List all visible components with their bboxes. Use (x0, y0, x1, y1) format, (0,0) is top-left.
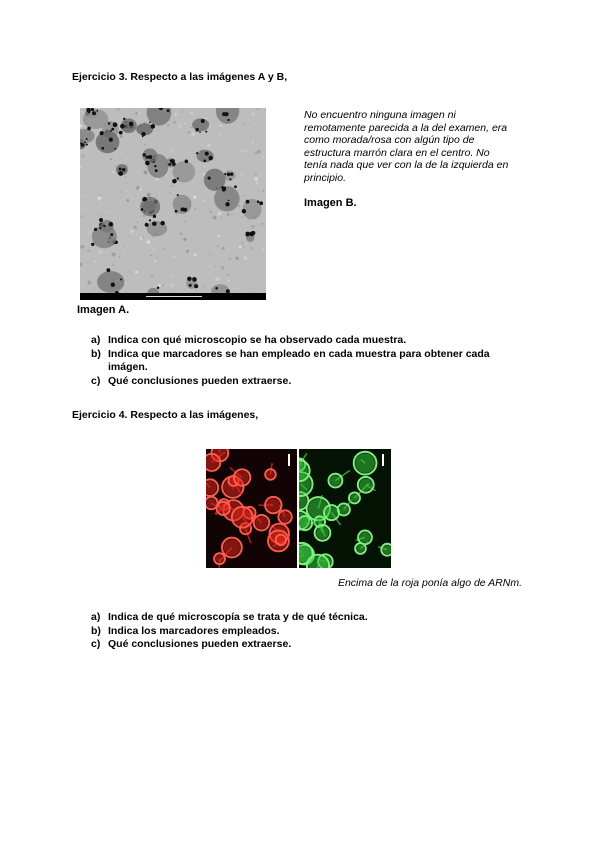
note-line: tenía nada que ver con la de la izquierda en (304, 159, 509, 172)
question-text: Indica que marcadores se han empleado en cada muestra para obtener cada imágen. (108, 347, 490, 374)
exercise-4-questions (91, 611, 521, 652)
fluorescence-red-panel (206, 449, 297, 568)
question-item (91, 375, 521, 389)
question-letter: a) (91, 334, 101, 346)
exercise-3-title: Ejercicio 3. Respecto a las imágenes A y B, (72, 71, 288, 83)
caption-imagen-b: Imagen B. (304, 197, 357, 209)
question-text: Indica los marcadores empleados. (108, 624, 280, 637)
question-letter: b) (91, 347, 101, 360)
micrograph-a-image (80, 108, 266, 294)
question-text: Indica de qué microscopía se trata y de qué técnica. (108, 611, 368, 623)
micrograph-a (80, 108, 266, 294)
exercise-4-note: Encima de la roja ponía algo de ARNm. (337, 577, 522, 589)
note-line: No encuentro ninguna imagen ni (304, 109, 456, 121)
question-letter: a) (91, 611, 101, 623)
question-letter: b) (91, 624, 101, 637)
question-text: Qué conclusiones pueden extraerse. (108, 374, 292, 387)
note-line: como morada/rosa con algún tipo de (304, 134, 475, 147)
fluorescence-red-image (206, 449, 297, 568)
exercise-3-note (304, 109, 544, 185)
question-item (91, 348, 521, 375)
question-text: Indica con qué microscopio se ha observado cada muestra. (108, 334, 407, 346)
exercise-4-title: Ejercicio 4. Respecto a las imágenes, (72, 409, 259, 421)
note-line: estructura marrón clara en el centro. No (304, 146, 490, 159)
fluorescence-green-image (299, 449, 391, 568)
note-line: principio. (304, 171, 347, 184)
question-letter: c) (91, 374, 101, 387)
question-item (91, 638, 521, 652)
caption-imagen-a: Imagen A. (77, 304, 130, 316)
question-item (91, 334, 521, 348)
exercise-3-questions (91, 334, 521, 388)
micrograph-a-scalebar (80, 293, 266, 300)
question-item (91, 625, 521, 639)
question-letter: c) (91, 638, 101, 651)
question-text: Qué conclusiones pueden extraerse. (108, 638, 292, 651)
question-item (91, 611, 521, 625)
fluorescence-green-panel (299, 449, 391, 568)
note-line: remotamente parecida a la del examen, era (304, 121, 508, 134)
